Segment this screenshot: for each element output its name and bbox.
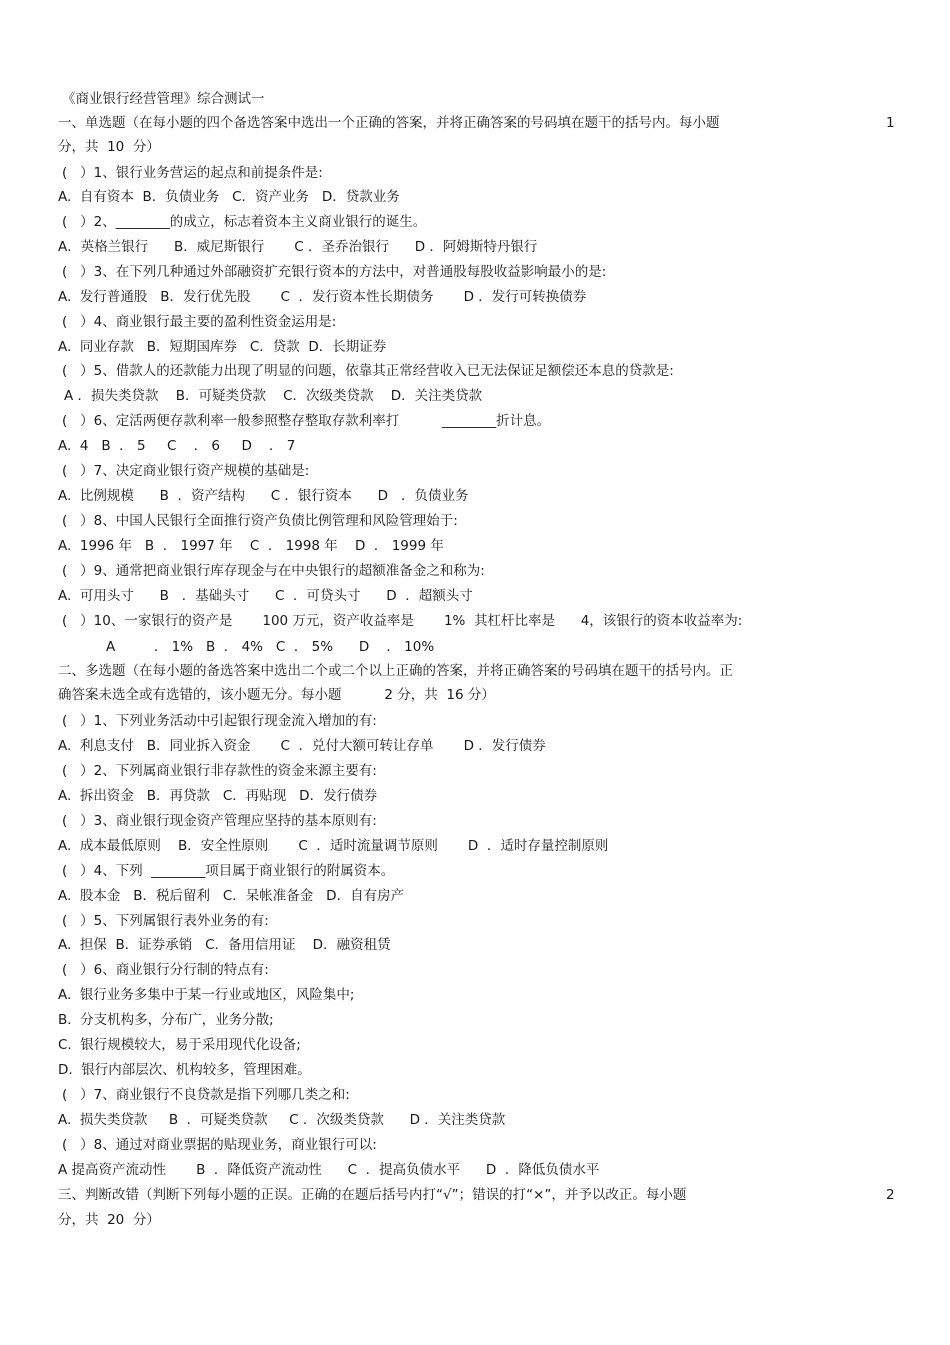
section3-heading-score: 2 [886, 1187, 895, 1203]
s1-options-2: A．英格兰银行 B．威尼斯银行 C ．圣乔治银行 D ．阿姆斯特丹银行 [58, 239, 538, 255]
s1-options-1: A. 自有资本 B．负债业务 C．资产业务 D．贷款业务 [58, 189, 400, 205]
s2-question-3: ( ）3、商业银行现金资产管理应坚持的基本原则有: [62, 813, 377, 829]
s2-options-4: A. 股本金 B．税后留利 C．呆帐准备金 D．自有房产 [58, 888, 405, 904]
s1-options-3: A. 发行普通股 B．发行优先股 C ．发行资本性长期债务 D ．发行可转换债券 [58, 289, 587, 305]
s2-option-6b: B. 分支机构多，分布广，业务分散; [58, 1012, 274, 1028]
s2-question-7: ( ）7、商业银行不良贷款是指下列哪几类之和: [62, 1087, 350, 1103]
s1-question-9: ( ）9、通常把商业银行库存现金与在中央银行的超额准备金之和称为: [62, 563, 485, 579]
s1-question-8: ( ）8、中国人民银行全面推行资产负债比例管理和风险管理始于: [62, 513, 458, 529]
section1-heading-score: 1 [886, 115, 895, 131]
s1-question-3: ( ）3、在下列几种通过外部融资扩充银行资本的方法中，对普通股每股收益影响最小的是: [62, 264, 607, 280]
s2-options-1: A. 利息支付 B．同业拆入资金 C ．兑付大额可转让存单 D ．发行债券 [58, 738, 546, 754]
s1-options-5: A ．损失类贷款 B．可疑类贷款 C．次级类贷款 D．关注类贷款 [64, 388, 483, 404]
s1-options-9: A. 可用头寸 B ．基础头寸 C ．可贷头寸 D ．超额头寸 [58, 588, 473, 604]
s1-question-2: ( ）2、________的成立，标志着资本主义商业银行的诞生。 [62, 214, 427, 230]
s2-options-5: A. 担保 B．证券承销 C．备用信用证 D．融资租赁 [58, 937, 391, 953]
s1-options-8: A. 1996 年 B ． 1997 年 C ． 1998 年 D ． 1999 年 [58, 538, 444, 554]
s2-option-6c: C. 银行规模较大，易于采用现代化设备; [58, 1037, 301, 1053]
s1-options-6: A. 4 B ． 5 C ． 6 D ． 7 [58, 438, 296, 454]
s1-question-10: ( ）10、一家银行的资产是 100 万元，资产收益率是 1% 其杠杆比率是 4，该银行的资本收益率为: [62, 613, 743, 629]
s2-question-5: ( ）5、下列属银行表外业务的有: [62, 913, 269, 929]
section3-heading: 三、判断改错（判断下列每小题的正误。正确的在题后括号内打“√”；错误的打“×”，并予以改正。每小题 [58, 1187, 687, 1203]
s2-question-4: ( ）4、下列 ________项目属于商业银行的附属资本。 [62, 863, 395, 879]
s1-options-10: A ． 1% B ． 4% C ． 5% D ． 10% [106, 639, 435, 655]
s2-question-8: ( ）8、通过对商业票据的贴现业务，商业银行可以: [62, 1137, 377, 1153]
s1-question-1: ( ）1、银行业务营运的起点和前提条件是: [62, 165, 323, 181]
s2-options-8: A 提高资产流动性 B ．降低资产流动性 C ．提高负债水平 D ．降低负债水平 [58, 1162, 600, 1178]
s2-question-2: ( ）2、下列属商业银行非存款性的资金来源主要有: [62, 763, 377, 779]
s2-question-1: ( ）1、下列业务活动中引起银行现金流入增加的有: [62, 713, 377, 729]
s1-options-7: A. 比例规模 B ．资产结构 C ．银行资本 D ．负债业务 [58, 488, 469, 504]
s2-options-7: A. 损失类贷款 B ．可疑类贷款 C ．次级类贷款 D ．关注类贷款 [58, 1112, 506, 1128]
s2-question-6: ( ）6、商业银行分行制的特点有: [62, 962, 269, 978]
s1-question-6: ( ）6、定活两便存款利率一般参照整存整取存款利率打 ________折计息。 [62, 413, 551, 429]
section3-heading-cont: 分，共 20 分） [58, 1212, 160, 1228]
s2-option-6a: A. 银行业务多集中于某一行业或地区，风险集中; [58, 987, 355, 1003]
section2-heading-cont: 确答案未选全或有选错的，该小题无分。每小题 2 分，共 16 分） [58, 687, 495, 703]
section2-heading: 二、多选题（在每小题的备选答案中选出二个或二个以上正确的答案，并将正确答案的号码填在题干的括号内。正 [58, 663, 733, 679]
s2-options-2: A. 拆出资金 B．再贷款 C．再贴现 D．发行债券 [58, 788, 378, 804]
s1-question-4: ( ）4、商业银行最主要的盈利性资金运用是: [62, 314, 337, 330]
s2-option-6d: D. 银行内部层次、机构较多，管理困难。 [58, 1062, 311, 1078]
section1-heading: 一、单选题（在每小题的四个备选答案中选出一个正确的答案，并将正确答案的号码填在题干的括号内。每小题 [58, 115, 720, 131]
document-title: 《商业银行经营管理》综合测试一 [62, 91, 265, 107]
s1-options-4: A. 同业存款 B．短期国库券 C．贷款 D．长期证券 [58, 339, 387, 355]
s1-question-5: ( ）5、借款人的还款能力出现了明显的问题，依靠其正常经营收入已无法保证足额偿还本息的贷款是: [62, 363, 674, 379]
section1-heading-cont: 分，共 10 分） [58, 139, 160, 155]
s1-question-7: ( ）7、决定商业银行资产规模的基础是: [62, 463, 310, 479]
s2-options-3: A. 成本最低原则 B．安全性原则 C ．适时流量调节原则 D ．适时存量控制原则 [58, 838, 609, 854]
